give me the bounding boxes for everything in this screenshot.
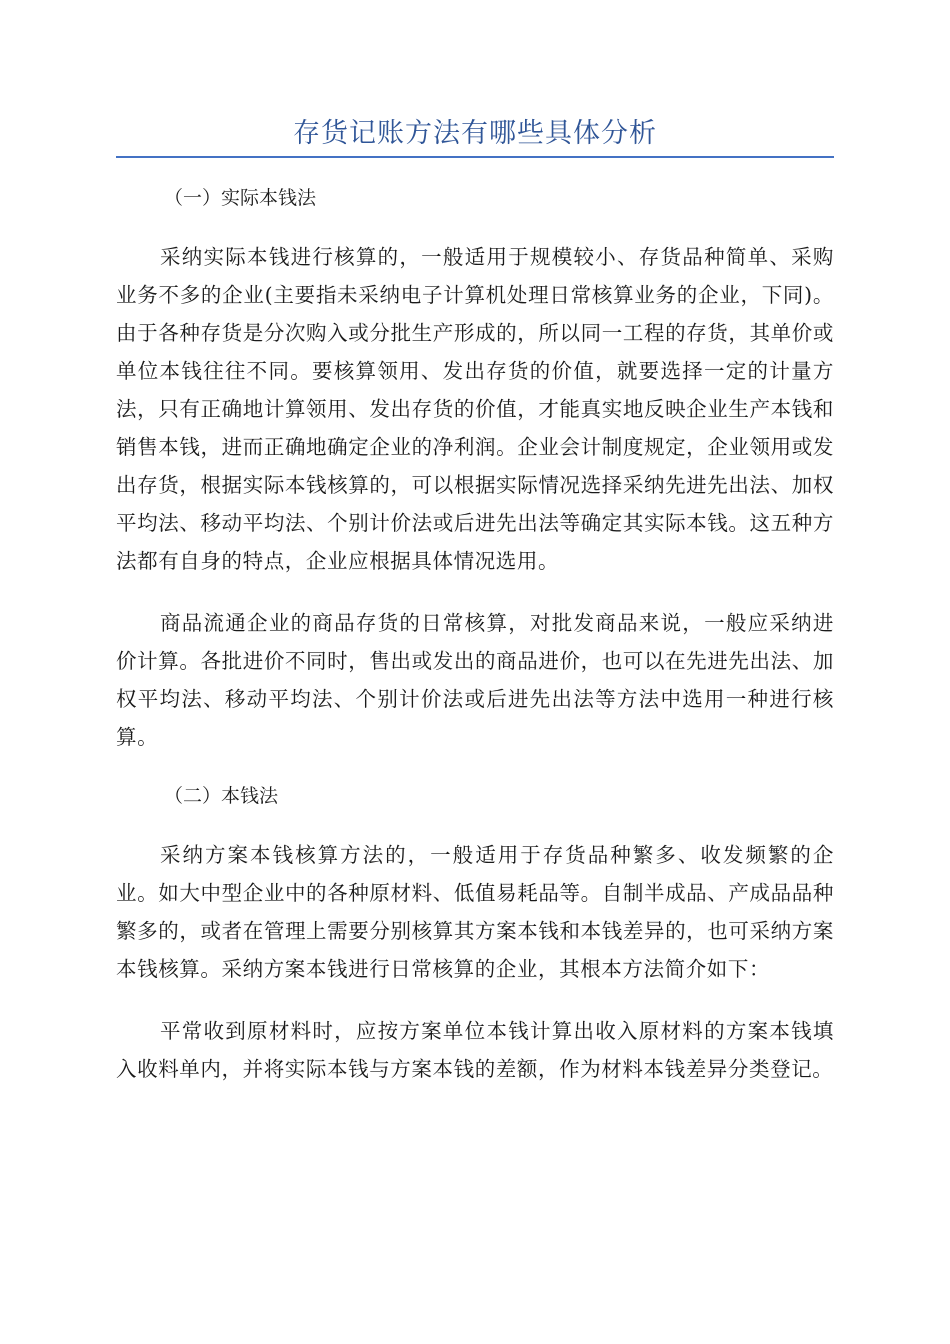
document-page (116, 0, 834, 1088)
paragraph: 商品流通企业的商品存货的日常核算，对批发商品来说，一般应采纳进价计算。各批进价不同时，售出或发出的商品进价，也可以在先进先出法、加权平均法、移动平均法、个别计价法或后进先出法等方法中选用一种进行核算。 (116, 611, 834, 749)
section-heading: （一）实际本钱法 (164, 187, 317, 209)
document-title: 存货记账方法有哪些具体分析 (116, 118, 834, 158)
section-heading: （二）本钱法 (164, 785, 279, 807)
paragraph: 采纳方案本钱核算方法的，一般适用于存货品种繁多、收发频繁的企业。如大中型企业中的各种原材料、低值易耗品等。自制半成品、产成品品种繁多的，或者在管理上需要分别核算其方案本钱和本钱差异的，也可采纳方案本钱核算。采纳方案本钱进行日常核算的企业，其根本方法简介如下： (116, 843, 834, 981)
section-planned-cost (116, 780, 834, 1088)
paragraph: 采纳实际本钱进行核算的，一般适用于规模较小、存货品种简单、采购业务不多的企业(主要指未采纳电子计算机处理日常核算业务的企业，下同)。由于各种存货是分次购入或分批生产形成的，所以同一工程的存货，其单价或单位本钱往往不同。要核算领用、发出存货的价值，就要选择一定的计量方法，只有正确地计算领用、发出存货的价值，才能真实地反映企业生产本钱和销售本钱，进而正确地确定企业的净利润。企业会计制度规定，企业领用或发出存货，根据实际本钱核算的，可以根据实际情况选择采纳先进先出法、加权平均法、移动平均法、个别计价法或后进先出法等确定其实际本钱。这五种方法都有自身的特点，企业应根据具体情况选用。 (116, 245, 834, 573)
paragraph: 平常收到原材料时，应按方案单位本钱计算出收入原材料的方案本钱填入收料单内，并将实际本钱与方案本钱的差额，作为材料本钱差异分类登记。 (116, 1019, 834, 1081)
section-actual-cost (116, 182, 834, 756)
